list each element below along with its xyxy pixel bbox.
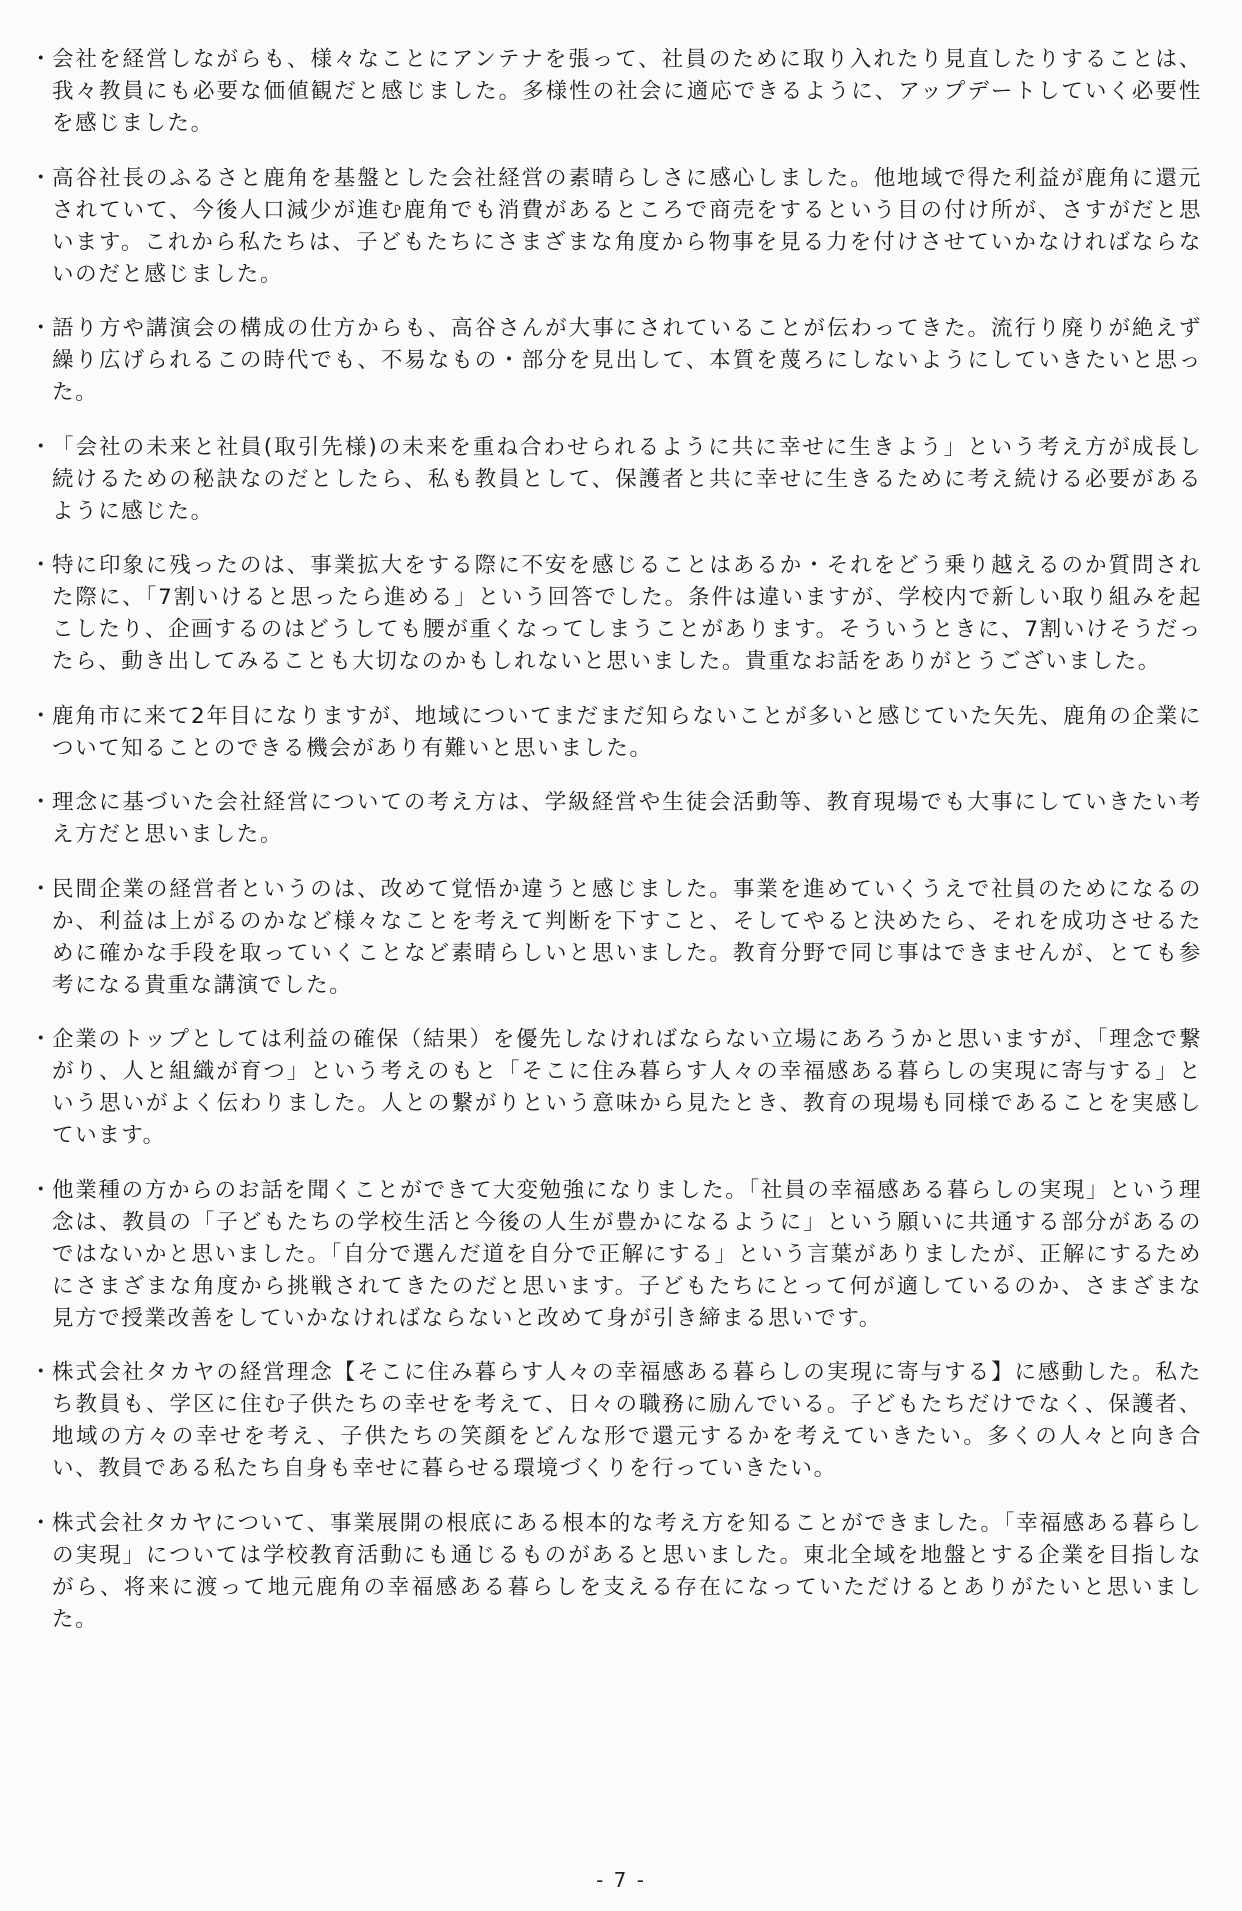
comment-text: 鹿角市に来て2年目になりますが、地域についてまだまだ知らないことが多いと感じていた矢先、鹿角の企業について知ることのできる機会があり有難いと思いました。 [52, 703, 1202, 761]
comment-text: 特に印象に残ったのは、事業拡大をする際に不安を感じることはあるか・それをどう乗り越えるのか質問された際に、「7割いけると思ったら進める」という回答でした。条件は違いますが、学校内で新しい取り組みを起こしたり、企画するのはどうしても腰が重くなってしまうことがあります。そういうときに、7割いけそうだったら、動き出してみることも大切なのかもしれないと思いました。貴重なお話をありがとうございました。 [52, 553, 1202, 674]
list-item [30, 1175, 1202, 1335]
list-item [30, 701, 1202, 765]
comment-text: 民間企業の経営者というのは、改めて覚悟か違うと感じました。事業を進めていくうえで社員のためになるのか、利益は上がるのかなど様々なことを考えて判断を下すこと、そしてやると決めたら、それを成功させるために確かな手段を取っていくことなど素晴らしいと思いました。教育分野で同じ事はできませんが、とても参考になる貴重な講演でした。 [52, 876, 1202, 998]
bullet-mark: ・ [30, 1027, 54, 1052]
comment-text: 会社を経営しながらも、様々なことにアンテナを張って、社員のために取り入れたり見直したりすることは、我々教員にも必要な価値観だと感じました。多様性の社会に適応できるように、アップデートしていく必要性を感じました。 [52, 47, 1202, 136]
comment-text: 企業のトップとしては利益の確保（結果）を優先しなければならない立場にあろうかと思いますが、「理念で繋がり、人と組織が育つ」という考えのもと「そこに住み暮らす人々の幸福感ある暮らしの実現に寄与する」という思いがよく伝わりました。人との繋がりという意味から見たとき、教育の現場も同様であることを実感しています。 [52, 1027, 1202, 1148]
list-item [30, 432, 1202, 528]
comment-text: 高谷社長のふるさと鹿角を基盤とした会社経営の素晴らしさに感心しました。他地域で得た利益が鹿角に還元されていて、今後人口減少が進む鹿角でも消費があるところで商売をするという目の付け所が、さすがだと思います。これから私たちは、子どもたちにさまざまな角度から物事を見る力を付けさせていかなければならないのだと感じました。 [52, 165, 1202, 287]
comment-text: 「会社の未来と社員(取引先様)の未来を重ね合わせられるように共に幸せに生きよう」という考え方が成長し続けるための秘訣なのだとしたら、私も教員として、保護者と共に幸せに生きるために考え続ける必要があるように感じた。 [52, 434, 1202, 524]
bullet-mark: ・ [30, 553, 54, 578]
bullet-mark: ・ [30, 1360, 54, 1385]
list-item [30, 1508, 1202, 1636]
list-item [30, 550, 1202, 678]
bullet-mark: ・ [30, 1177, 54, 1203]
comment-text: 語り方や講演会の構成の仕方からも、高谷さんが大事にされていることが伝わってきた。流行り廃りが絶えず繰り広げられるこの時代でも、不易なもの・部分を見出して、本質を蔑ろにしないようにしていきたいと思った。 [52, 316, 1202, 405]
comment-text: 株式会社タカヤの経営理念【そこに住み暮らす人々の幸福感ある暮らしの実現に寄与する】に感動した。私たち教員も、学区に住む子供たちの幸せを考えて、日々の職務に励んでいる。子どもたちだけでなく、保護者、地域の方々の幸せを考え、子供たちの笑顔をどんな形で還元するかを考えていきたい。多くの人々と向き合い、教員である私たち自身も幸せに暮らせる環境づくりを行っていきたい。 [52, 1360, 1202, 1481]
list-item [30, 1024, 1202, 1152]
list-item [30, 44, 1202, 140]
list-item [30, 874, 1202, 1002]
page-number: - 7 - [596, 1868, 646, 1892]
bullet-mark: ・ [30, 1510, 54, 1536]
comment-list [30, 44, 1202, 1658]
comment-text: 他業種の方からのお話を聞くことができて大変勉強になりました。「社員の幸福感ある暮らしの実現」という理念は、教員の「子どもたちの学校生活と今後の人生が豊かになるように」という願いに共通する部分があるのではないかと思いました。「自分で選んだ道を自分で正解にする」という言葉がありましたが、正解にするためにさまざまな角度から挑戦されてきたのだと思います。子どもたちにとって何が適しているのか、さまざまな見方で授業改善をしていかなければならないと改めて身が引き締まる思いです。 [52, 1177, 1202, 1331]
bullet-mark: ・ [30, 47, 54, 72]
bullet-mark: ・ [30, 165, 54, 191]
bullet-mark: ・ [30, 703, 54, 729]
comment-text: 株式会社タカヤについて、事業展開の根底にある根本的な考え方を知ることができました。「幸福感ある暮らしの実現」については学校教育活動にも通じるものがあると思いました。東北全域を地盤とする企業を目指しながら、将来に渡って地元鹿角の幸福感ある暮らしを支える存在になっていただけるとありがたいと思いました。 [52, 1510, 1202, 1632]
list-item [30, 163, 1202, 291]
list-item [30, 787, 1202, 851]
list-item [30, 313, 1202, 409]
bullet-mark: ・ [30, 316, 54, 341]
bullet-mark: ・ [30, 790, 54, 815]
list-item [30, 1357, 1202, 1485]
comment-text: 理念に基づいた会社経営についての考え方は、学級経営や生徒会活動等、教育現場でも大事にしていきたい考え方だと思いました。 [52, 790, 1202, 847]
bullet-mark: ・ [30, 434, 54, 460]
bullet-mark: ・ [30, 876, 54, 902]
